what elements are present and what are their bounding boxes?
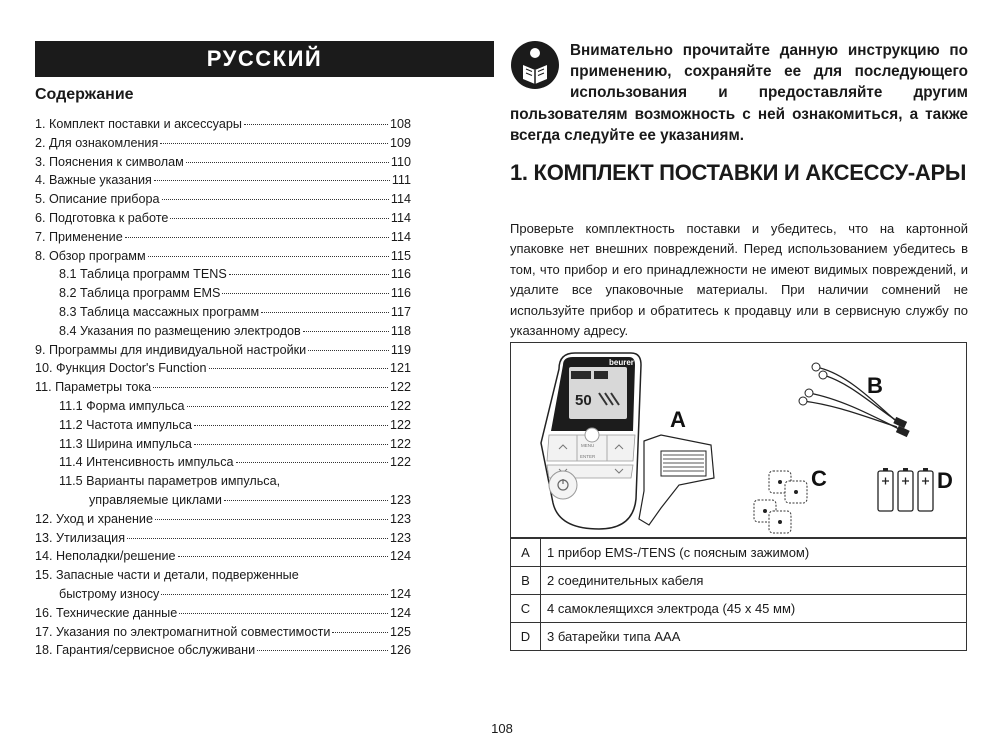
svg-text:ENTER: ENTER xyxy=(580,454,596,459)
toc-item[interactable]: быстрому износу 124 xyxy=(35,585,411,604)
section-title: 1. КОМПЛЕКТ ПОСТАВКИ И АКСЕССУ-АРЫ xyxy=(510,160,967,185)
table-row: A 1 прибор EMS-/TENS (с поясным зажимом) xyxy=(511,539,967,567)
toc-item[interactable]: 3. Пояснения к символам 110 xyxy=(35,153,411,172)
batteries xyxy=(878,468,933,511)
toc-item[interactable]: 10. Функция Doctor's Function 121 xyxy=(35,359,411,378)
toc-item[interactable]: 11.4 Интенсивность импульса 122 xyxy=(35,453,411,472)
svg-text:MENU: MENU xyxy=(581,443,595,448)
toc-item[interactable]: 17. Указания по электромагнитной совместимости 125 xyxy=(35,623,411,642)
toc-item[interactable]: 2. Для ознакомления 109 xyxy=(35,134,411,153)
toc-item[interactable]: управляемые циклами 123 xyxy=(35,491,411,510)
toc-item[interactable]: 11.1 Форма импульса 122 xyxy=(35,397,411,416)
label-c: C xyxy=(811,466,827,491)
table-of-contents xyxy=(35,115,411,660)
toc-item[interactable]: 9. Программы для индивидуальной настройки 119 xyxy=(35,341,411,360)
toc-item[interactable]: 16. Технические данные 124 xyxy=(35,604,411,623)
toc-item[interactable]: 11.2 Частота импульса 122 xyxy=(35,416,411,435)
toc-item[interactable]: 11.3 Ширина импульса 122 xyxy=(35,435,411,454)
toc-item[interactable]: 8.4 Указания по размещению электродов 118 xyxy=(35,322,411,341)
toc-item[interactable]: 1. Комплект поставки и аксессуары 108 xyxy=(35,115,411,134)
toc-item[interactable]: 12. Уход и хранение 123 xyxy=(35,510,411,529)
toc-item[interactable]: 18. Гарантия/сервисное обслуживани 126 xyxy=(35,641,411,660)
label-d: D xyxy=(937,468,953,493)
device-display-value: 50 xyxy=(575,392,592,409)
intro-paragraph: Проверьте комплектность поставки и убедитесь, что на картонной упаковке нет внешних повреждений. Перед использованием убедитесь в том, что прибор и его принадлежности не имеют видимых повреждений, и удалите все упаковочные материалы. При наличии сомнений не используйте прибор и обратитесь к продавцу или в сервисную службу по указанному адресу. xyxy=(510,221,968,339)
electrodes xyxy=(754,471,807,533)
belt-clip xyxy=(639,435,714,525)
toc-item[interactable]: 6. Подготовка к работе 114 xyxy=(35,209,411,228)
label-b: B xyxy=(867,373,883,398)
ems-tens-device xyxy=(541,353,641,529)
toc-item[interactable]: 8. Обзор программ 115 xyxy=(35,247,411,266)
toc-item[interactable]: 14. Неполадки/решение 124 xyxy=(35,547,411,566)
language-header: РУССКИЙ xyxy=(35,41,494,77)
toc-item[interactable]: 11. Параметры тока 122 xyxy=(35,378,411,397)
toc-item[interactable]: 15. Запасные части и детали, подверженные xyxy=(35,568,299,583)
toc-item[interactable]: 5. Описание прибора 114 xyxy=(35,190,411,209)
connection-cables xyxy=(799,363,910,437)
safety-notice: Внимательно прочитайте данную инструкцию по применению, сохраняйте ее для последующего использования и предоставляйте другим пользователям возможность с ней ознакомиться, а также всегда следуйте ее указаниям. xyxy=(510,42,968,144)
toc-item[interactable]: 11.5 Варианты параметров импульса, xyxy=(59,474,281,489)
toc-item[interactable]: 7. Применение 114 xyxy=(35,228,411,247)
toc-heading: Содержание xyxy=(35,86,134,103)
toc-item[interactable]: 8.3 Таблица массажных программ 117 xyxy=(35,303,411,322)
label-a: A xyxy=(670,407,686,432)
parts-table xyxy=(510,538,967,651)
table-row: D 3 батарейки типа AAA xyxy=(511,623,967,651)
table-row: C 4 самоклеящихся электрода (45 х 45 мм) xyxy=(511,595,967,623)
toc-item[interactable]: 8.1 Таблица программ TENS 116 xyxy=(35,265,411,284)
toc-item[interactable]: 8.2 Таблица программ EMS 116 xyxy=(35,284,411,303)
table-row: B 2 соединительных кабеля xyxy=(511,567,967,595)
toc-item[interactable]: 4. Важные указания 111 xyxy=(35,171,411,190)
toc-item[interactable]: 13. Утилизация 123 xyxy=(35,529,411,548)
package-contents-illustration xyxy=(511,343,966,537)
brand-logo: beurer xyxy=(609,358,634,367)
package-contents-figure xyxy=(510,342,967,538)
page-number: 108 xyxy=(491,721,513,736)
